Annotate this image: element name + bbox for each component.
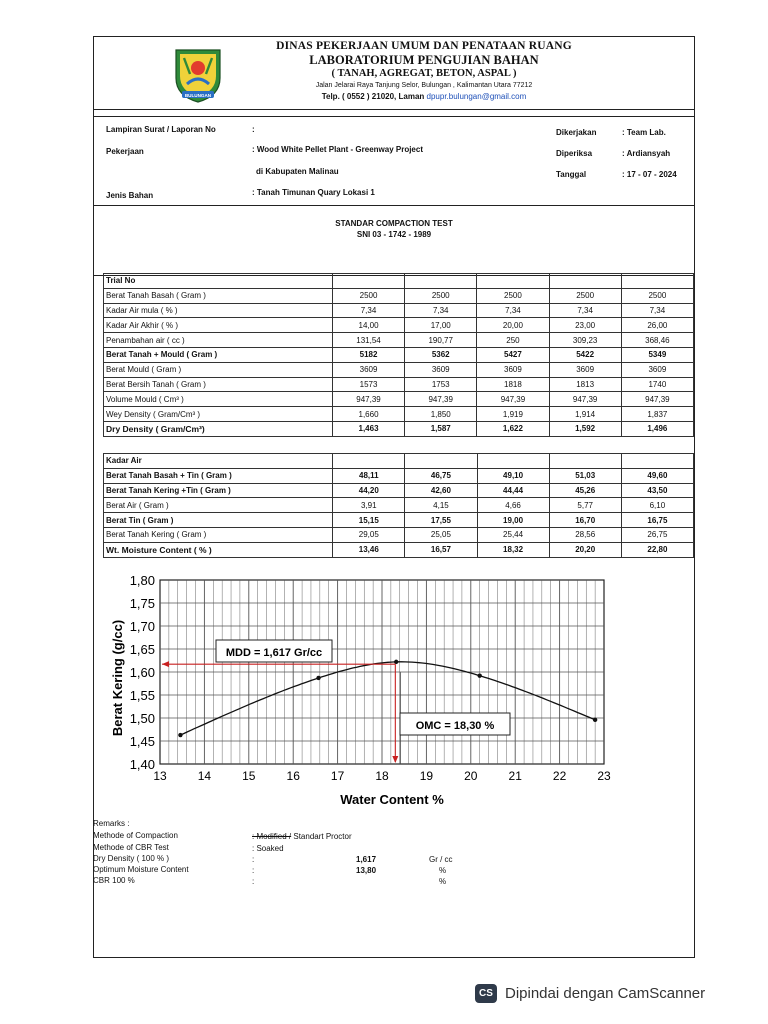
tanggal-value: : 17 - 07 - 2024 xyxy=(622,170,677,179)
table-row xyxy=(104,407,694,422)
table-cell: 4,66 xyxy=(477,498,549,513)
scanner-watermark xyxy=(475,984,705,1003)
table-cell: 3,91 xyxy=(333,498,405,513)
table-cell: 5422 xyxy=(549,347,621,362)
mdd-annotation: MDD = 1,617 Gr/cc xyxy=(225,647,323,659)
table-cell: 2500 xyxy=(332,288,404,303)
moisture-header: Kadar Air xyxy=(104,454,333,469)
table-cell: 1,463 xyxy=(332,421,404,436)
moisture-table xyxy=(103,453,694,558)
table-row xyxy=(104,454,694,469)
table-cell: 20,00 xyxy=(477,318,549,333)
table-cell: 2500 xyxy=(477,288,549,303)
dikerjakan-label: Dikerjakan xyxy=(556,128,597,137)
row-label: Berat Tanah Kering +Tin ( Gram ) xyxy=(104,483,333,498)
omc-label: Optimum Moisture Content xyxy=(93,865,189,874)
table-row xyxy=(104,421,694,436)
table-cell: 947,39 xyxy=(621,392,693,407)
table-row xyxy=(104,498,694,513)
lab-contact xyxy=(234,91,614,102)
lab-email: dpupr.bulungan@gmail.com xyxy=(426,92,527,101)
test-name: STANDAR COMPACTION TEST xyxy=(335,219,453,228)
table-cell: 15,15 xyxy=(333,513,405,528)
table-cell: 3609 xyxy=(332,362,404,377)
table-cell: 947,39 xyxy=(405,392,477,407)
table-cell: 3609 xyxy=(549,362,621,377)
table-cell: 7,34 xyxy=(332,303,404,318)
table-cell: 23,00 xyxy=(549,318,621,333)
method-compaction-label: Methode of Compaction xyxy=(93,831,178,840)
data-point xyxy=(593,718,597,722)
table-cell: 7,34 xyxy=(621,303,693,318)
jenis-bahan-label: Jenis Bahan xyxy=(106,191,154,200)
method-compaction-struck: : Modified / xyxy=(252,832,292,841)
row-label: Kadar Air Akhir ( % ) xyxy=(104,318,333,333)
table-cell: 16,70 xyxy=(549,513,621,528)
table-row xyxy=(104,483,694,498)
table-cell: 17,00 xyxy=(405,318,477,333)
table-cell: 1,660 xyxy=(332,407,404,422)
pekerjaan-value: : Wood White Pellet Plant - Greenway Project xyxy=(252,145,423,154)
x-tick-label: 21 xyxy=(508,769,522,783)
compaction-chart xyxy=(108,570,622,812)
method-compaction-value xyxy=(252,831,352,842)
x-tick-label: 23 xyxy=(597,769,611,783)
table-cell: 19,00 xyxy=(477,513,549,528)
table-cell: 1,919 xyxy=(477,407,549,422)
table-cell: 3609 xyxy=(477,362,549,377)
trial-table xyxy=(103,273,694,437)
table-cell: 2500 xyxy=(549,288,621,303)
table-row xyxy=(104,288,694,303)
table-row xyxy=(104,362,694,377)
table-cell: 5427 xyxy=(477,347,549,362)
table-row xyxy=(104,542,694,557)
cbr-label: CBR 100 % xyxy=(93,876,135,885)
row-label: Berat Air ( Gram ) xyxy=(104,498,333,513)
row-label: Dry Density ( Gram/Cm³) xyxy=(104,421,333,436)
table-cell: 947,39 xyxy=(332,392,404,407)
pekerjaan-label: Pekerjaan xyxy=(106,147,144,156)
table-cell: 28,56 xyxy=(549,527,621,542)
table-cell: 20,20 xyxy=(549,542,621,557)
table-cell: 44,20 xyxy=(333,483,405,498)
jenis-bahan-value: : Tanah Timunan Quary Lokasi 1 xyxy=(252,188,375,197)
data-point xyxy=(394,660,398,664)
table-cell: 42,60 xyxy=(405,483,477,498)
table-cell: 5182 xyxy=(332,347,404,362)
cbr-unit: % xyxy=(439,877,447,886)
table-cell: 1,850 xyxy=(405,407,477,422)
table-cell: 1573 xyxy=(332,377,404,392)
remarks-title: Remarks : xyxy=(93,819,130,828)
table-cell: 1,587 xyxy=(405,421,477,436)
y-tick-label: 1,60 xyxy=(129,665,155,680)
report-info xyxy=(94,116,694,206)
lampiran-label: Lampiran Surat / Laporan No xyxy=(106,125,216,134)
table-row xyxy=(104,347,694,362)
table-cell: 26,00 xyxy=(621,318,693,333)
dikerjakan-value: : Team Lab. xyxy=(622,128,666,137)
lampiran-value: : xyxy=(252,125,255,134)
table-cell: 26,75 xyxy=(621,527,693,542)
table-cell: 1753 xyxy=(405,377,477,392)
table-cell: 1,622 xyxy=(477,421,549,436)
table-cell: 49,10 xyxy=(477,468,549,483)
table-cell: 1818 xyxy=(477,377,549,392)
table-row xyxy=(104,377,694,392)
table-cell: 947,39 xyxy=(477,392,549,407)
table-cell: 5,77 xyxy=(549,498,621,513)
table-cell: 43,50 xyxy=(621,483,693,498)
table-cell: 46,75 xyxy=(405,468,477,483)
table-cell: 1,592 xyxy=(549,421,621,436)
table-cell: 3609 xyxy=(405,362,477,377)
row-label: Berat Tin ( Gram ) xyxy=(104,513,333,528)
row-label: Kadar Air mula ( % ) xyxy=(104,303,333,318)
table-cell: 4,15 xyxy=(405,498,477,513)
y-tick-label: 1,80 xyxy=(129,573,155,588)
table-cell: 1,837 xyxy=(621,407,693,422)
table-cell: 7,34 xyxy=(549,303,621,318)
row-label: Berat Bersih Tanah ( Gram ) xyxy=(104,377,333,392)
table-cell: 29,05 xyxy=(333,527,405,542)
data-point xyxy=(316,676,320,680)
table-cell: 49,60 xyxy=(621,468,693,483)
table-row xyxy=(104,392,694,407)
table-cell: 16,75 xyxy=(621,513,693,528)
x-tick-label: 19 xyxy=(419,769,434,783)
row-label: Berat Tanah + Mould ( Gram ) xyxy=(104,347,333,362)
table-row xyxy=(104,274,694,289)
emblem-text: BULUNGAN xyxy=(184,93,212,98)
table-cell: 7,34 xyxy=(477,303,549,318)
omc-value: 13,80 xyxy=(356,866,377,875)
table-cell: 947,39 xyxy=(549,392,621,407)
table-row xyxy=(104,527,694,542)
table-cell: 1,496 xyxy=(621,421,693,436)
letterhead-text xyxy=(234,39,614,102)
table-cell: 2500 xyxy=(621,288,693,303)
row-label: Berat Tanah Kering ( Gram ) xyxy=(104,527,333,542)
dry-density-unit: Gr / cc xyxy=(429,855,453,864)
table-cell: 368,46 xyxy=(621,333,693,348)
dry-density-colon: : xyxy=(252,855,255,864)
row-label: Berat Tanah Basah ( Gram ) xyxy=(104,288,333,303)
y-tick-label: 1,70 xyxy=(129,619,155,634)
table-cell: 25,05 xyxy=(405,527,477,542)
test-standard: SNI 03 - 1742 - 1989 xyxy=(356,230,432,239)
row-label: Volume Mould ( Cm³ ) xyxy=(104,392,333,407)
row-label: Berat Tanah Basah + Tin ( Gram ) xyxy=(104,468,333,483)
lab-materials: ( TANAH, AGREGAT, BETON, ASPAL ) xyxy=(331,68,517,79)
table-row xyxy=(104,468,694,483)
x-tick-label: 17 xyxy=(330,769,345,783)
table-cell: 13,46 xyxy=(333,542,405,557)
scanner-text: Dipindai dengan CamScanner xyxy=(505,985,706,1002)
y-tick-label: 1,65 xyxy=(129,642,155,657)
y-axis-label: Berat Kering (g/cc) xyxy=(110,619,125,737)
omc-colon: : xyxy=(252,866,255,875)
data-point xyxy=(477,673,481,677)
data-point xyxy=(178,733,182,737)
lab-phone: Telp. ( 0552 ) 21020, Laman xyxy=(321,92,425,101)
diperiksa-value: : Ardiansyah xyxy=(622,149,671,158)
x-axis-label: Water Content % xyxy=(340,792,444,807)
x-tick-label: 20 xyxy=(464,769,478,783)
y-tick-label: 1,45 xyxy=(129,734,155,749)
pekerjaan-value-2: di Kabupaten Malinau xyxy=(256,167,339,176)
x-tick-label: 15 xyxy=(242,769,256,783)
omc-annotation: OMC = 18,30 % xyxy=(415,720,495,732)
table-cell: 1740 xyxy=(621,377,693,392)
table-row xyxy=(104,303,694,318)
table-cell: 17,55 xyxy=(405,513,477,528)
test-title xyxy=(94,206,694,276)
table-cell: 1,914 xyxy=(549,407,621,422)
row-label: Wey Density ( Gram/Cm³ ) xyxy=(104,407,333,422)
table-row xyxy=(104,513,694,528)
table-cell: 45,26 xyxy=(549,483,621,498)
x-tick-label: 16 xyxy=(286,769,300,783)
table-cell: 25,44 xyxy=(477,527,549,542)
regency-emblem-icon xyxy=(170,44,226,104)
table-cell: 14,00 xyxy=(332,318,404,333)
x-tick-label: 22 xyxy=(552,769,567,783)
table-cell: 5362 xyxy=(405,347,477,362)
table-cell: 250 xyxy=(477,333,549,348)
lab-address: Jalan Jelarai Raya Tanjung Selor, Bulungan , Kalimantan Utara 77212 xyxy=(315,82,533,89)
dry-density-label: Dry Density ( 100 % ) xyxy=(93,854,170,863)
row-label: Wt. Moisture Content ( % ) xyxy=(104,542,333,557)
table-cell: 309,23 xyxy=(549,333,621,348)
table-cell: 190,77 xyxy=(405,333,477,348)
lab-name: LABORATORIUM PENGUJIAN BAHAN xyxy=(309,53,539,67)
agency-name: DINAS PEKERJAAN UMUM DAN PENATAAN RUANG xyxy=(276,40,572,52)
method-cbr-label: Methode of CBR Test xyxy=(93,843,169,852)
table-cell: 5349 xyxy=(621,347,693,362)
report-sheet xyxy=(93,36,695,958)
table-cell: 48,11 xyxy=(333,468,405,483)
table-cell: 2500 xyxy=(405,288,477,303)
y-tick-label: 1,75 xyxy=(129,596,155,611)
row-label: Berat Mould ( Gram ) xyxy=(104,362,333,377)
table-cell: 44,44 xyxy=(477,483,549,498)
method-cbr-value: : Soaked xyxy=(252,844,284,853)
table-cell: 18,32 xyxy=(477,542,549,557)
y-tick-label: 1,55 xyxy=(129,688,155,703)
y-tick-label: 1,40 xyxy=(129,757,155,772)
letterhead xyxy=(94,37,694,110)
table-cell: 1813 xyxy=(549,377,621,392)
row-label: Penambahan air ( cc ) xyxy=(104,333,333,348)
y-tick-label: 1,50 xyxy=(129,711,155,726)
tanggal-label: Tanggal xyxy=(556,170,587,179)
omc-unit: % xyxy=(439,866,447,875)
table-cell: 16,57 xyxy=(405,542,477,557)
camscanner-logo: CS xyxy=(475,984,497,1003)
table-cell: 3609 xyxy=(621,362,693,377)
table-cell: 6,10 xyxy=(621,498,693,513)
dry-density-value: 1,617 xyxy=(356,855,377,864)
table-cell: 22,80 xyxy=(621,542,693,557)
cbr-colon: : xyxy=(252,877,255,886)
table-row xyxy=(104,333,694,348)
x-tick-label: 14 xyxy=(197,769,212,783)
x-tick-label: 18 xyxy=(375,769,389,783)
table-cell: 131,54 xyxy=(332,333,404,348)
table-cell: 51,03 xyxy=(549,468,621,483)
trial-header: Trial No xyxy=(104,274,333,289)
table-cell: 7,34 xyxy=(405,303,477,318)
diperiksa-label: Diperiksa xyxy=(556,149,593,158)
x-tick-label: 13 xyxy=(153,769,167,783)
table-row xyxy=(104,318,694,333)
method-compaction-selected: Standart Proctor xyxy=(293,832,352,841)
